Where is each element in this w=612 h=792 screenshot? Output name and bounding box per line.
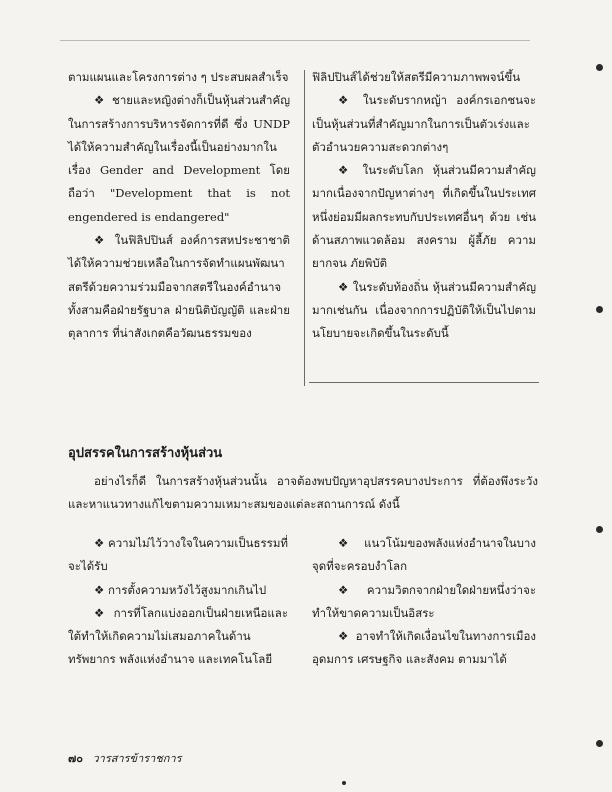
- column-divider: [304, 70, 305, 386]
- bottom-right-column: [312, 532, 536, 672]
- binder-hole-icon: [596, 306, 603, 313]
- list-item: ❖ แนวโน้มของพลังแห่งอำนาจในบางจุดที่จะครอบงำโลก: [312, 536, 536, 574]
- left-column: [68, 66, 290, 346]
- list-item: ❖ ความไม่ไว้วางใจในความเป็นธรรมที่จะได้รับ: [68, 536, 288, 574]
- bottom-left-column: [68, 532, 288, 672]
- speck-icon: [342, 781, 346, 785]
- right-column: [312, 66, 536, 346]
- list-item: ❖ การที่โลกแบ่งออกเป็นฝ่ายเหนือและใต้ทำให้เกิดความไม่เสมอภาคในด้านทรัพยากร พลังแห่งอำนาจ และเทคโนโลยี: [68, 605, 288, 667]
- section-heading: อุปสรรคในการสร้างหุ้นส่วน: [68, 446, 223, 461]
- paragraph: ❖ ชายและหญิงต่างก็เป็นหุ้นส่วนสำคัญในการสร้างการบริหารจัดการที่ดี ซึ่ง UNDP ได้ให้ความสำคัญในเรื่องนี้เป็นอย่างมากในเรื่อง Gender and Development โดยถือว่า "Development that is not engendered is endangered": [68, 93, 290, 224]
- binder-hole-icon: [596, 64, 603, 71]
- paragraph: ❖ ในฟิลิปปินส์ องค์การสหประชาชาติได้ให้ความช่วยเหลือในการจัดทำแผนพัฒนาสตรีด้วยความร่วมมือจากสตรีในองค์อำนาจทั้งสามคือฝ่ายรัฐบาล ฝ่ายนิติบัญญัติ และฝ่ายตุลาการ ที่น่าสังเกตคือวัฒนธรรมของ: [68, 233, 290, 341]
- paragraph: ❖ ในระดับท้องถิ่น หุ้นส่วนมีความสำคัญมากเช่นกัน เนื่องจากการปฏิบัติให้เป็นไปตามนโยบายจะเกิดขึ้นในระดับนี้: [312, 279, 536, 341]
- page-number: ๗๐: [68, 752, 83, 765]
- paragraph: อย่างไรก็ดี ในการสร้างหุ้นส่วนนั้น อาจต้องพบปัญหาอุปสรรคบางประการ ที่ต้องพึงระวังและหาแนวทางแก้ไขตามความเหมาะสมของแต่ละสถานการณ์ ดังนี้: [68, 474, 538, 512]
- paragraph: ตามแผนและโครงการต่าง ๆ ประสบผลสำเร็จ: [68, 70, 289, 84]
- list-item: ❖ ความวิตกจากฝ่ายใดฝ่ายหนึ่งว่าจะทำให้ขาดความเป็นอิสระ: [312, 582, 536, 620]
- binder-hole-icon: [596, 526, 603, 533]
- journal-title: วารสารข้าราชการ: [92, 752, 182, 765]
- section-rule: [309, 382, 539, 383]
- paragraph: ฟิลิปปินส์ได้ช่วยให้สตรีมีความภาพพจน์ขึ้น: [312, 70, 521, 84]
- list-item: ❖ การตั้งความหวังไว้สูงมากเกินไป: [94, 582, 267, 597]
- binder-hole-icon: [596, 740, 603, 747]
- list-item: ❖ อาจทำให้เกิดเงื่อนไขในทางการเมือง อุดมการ เศรษฐกิจ และสังคม ตามมาได้: [312, 629, 536, 667]
- paragraph: ❖ ในระดับรากหญ้า องค์กรเอกชนจะเป็นหุ้นส่วนที่สำคัญมากในการเป็นตัวเร่งและตัวอำนวยความสะดวกต่างๆ: [312, 93, 536, 154]
- top-rule: [60, 40, 530, 41]
- section-intro: [68, 470, 538, 517]
- page-footer: [68, 749, 182, 767]
- paragraph: ❖ ในระดับโลก หุ้นส่วนมีความสำคัญมากเนื่องจากปัญหาต่างๆ ที่เกิดขึ้นในประเทศหนึ่งย่อมมีผลกระทบกับประเทศอื่นๆ ด้วย เช่น ด้านสภาพแวดล้อม สงคราม ผู้ลี้ภัย ความยากจน ภัยพิบัติ: [312, 163, 536, 271]
